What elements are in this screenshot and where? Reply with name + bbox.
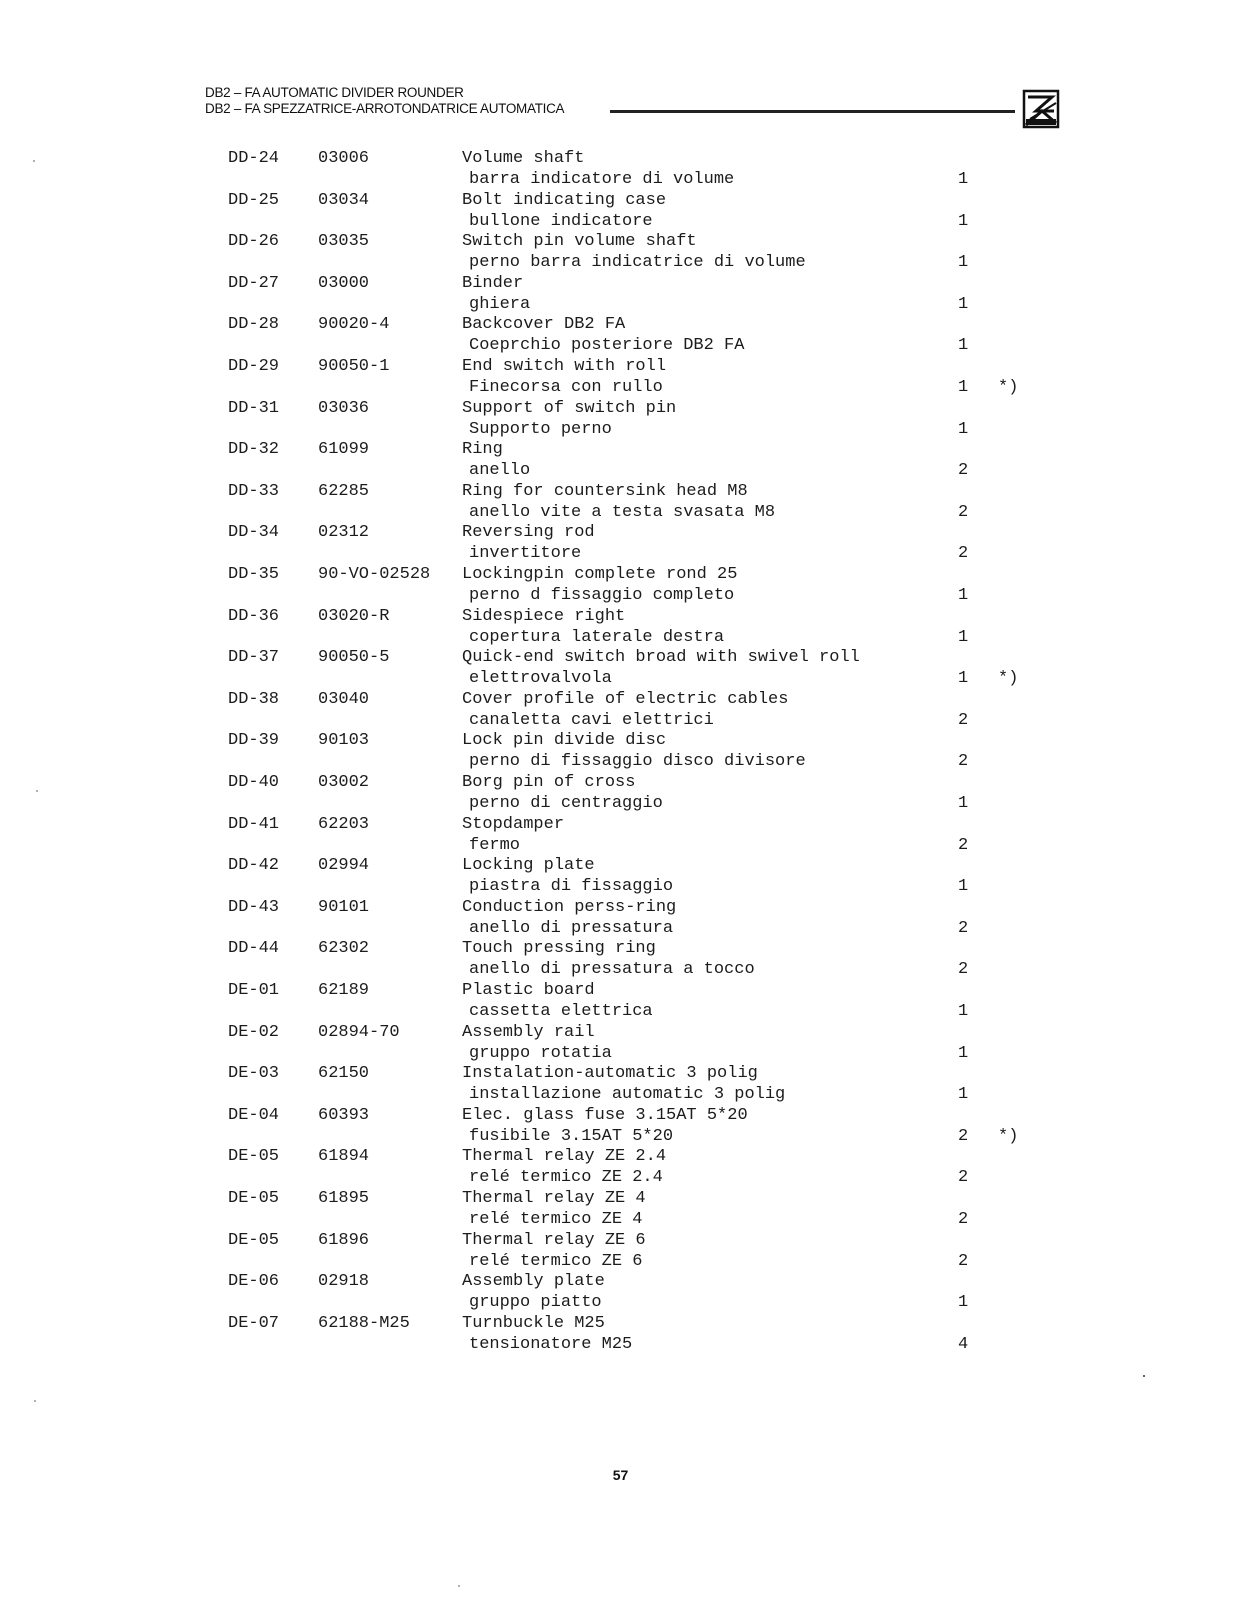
- parts-row: [0, 1313, 1241, 1355]
- part-code: DD-37: [228, 648, 280, 668]
- quantity: 1: [958, 586, 969, 605]
- quantity: 2: [958, 544, 969, 564]
- part-number: 03036: [318, 398, 370, 418]
- part-number: 03000: [318, 273, 370, 293]
- description-it: perno d fissaggio completo: [469, 586, 735, 605]
- description-en: Plastic board: [462, 981, 595, 1000]
- part-number: 90103: [318, 731, 370, 751]
- parts-row: [0, 481, 1241, 523]
- quantity: 1: [958, 1293, 969, 1313]
- parts-row: [0, 439, 1241, 481]
- description-en: Thermal relay ZE 2.4: [462, 1147, 667, 1167]
- part-number: 61896: [318, 1230, 370, 1250]
- description-en: Ring: [462, 440, 503, 460]
- part-number: 90020-4: [318, 315, 390, 335]
- description-it: relé termico ZE 2.4: [469, 1168, 663, 1188]
- description-it: barra indicatore di volume: [469, 170, 735, 189]
- quantity: 1: [958, 378, 969, 397]
- description-en: Volume shaft: [462, 149, 585, 168]
- description-en: End switch with roll: [462, 357, 667, 376]
- parts-row: [0, 1146, 1241, 1188]
- part-number: 90-VO-02528: [318, 565, 431, 584]
- quantity: 1: [958, 1085, 969, 1105]
- part-code: DD-25: [228, 190, 280, 210]
- description-it: anello: [469, 461, 531, 481]
- part-number: 02918: [318, 1272, 370, 1292]
- part-number: 03040: [318, 689, 370, 709]
- description-en: Touch pressing ring: [462, 939, 656, 959]
- description-en: Support of switch pin: [462, 398, 677, 418]
- part-code: DE-05: [228, 1189, 280, 1208]
- part-code: DD-42: [228, 856, 280, 876]
- description-en: Cover profile of electric cables: [462, 689, 789, 709]
- description-en: Thermal relay ZE 6: [462, 1230, 646, 1250]
- description-en: Quick-end switch broad with swivel roll: [462, 648, 860, 668]
- part-number: 03035: [318, 232, 370, 252]
- parts-row: [0, 190, 1241, 232]
- description-en: Bolt indicating case: [462, 190, 667, 210]
- part-code: DE-04: [228, 1105, 280, 1125]
- part-code: DD-32: [228, 440, 280, 460]
- description-it: gruppo piatto: [469, 1293, 602, 1313]
- quantity: 1: [958, 1043, 969, 1063]
- part-code: DD-26: [228, 232, 280, 252]
- parts-row: [0, 1230, 1241, 1272]
- part-code: DE-05: [228, 1230, 280, 1250]
- parts-row: [0, 314, 1241, 356]
- note-marker: *): [998, 378, 1019, 397]
- description-it: ghiera: [469, 294, 531, 314]
- quantity: 1: [958, 1002, 969, 1021]
- parts-row: [0, 273, 1241, 315]
- quantity: 1: [958, 336, 969, 356]
- parts-row: [0, 1271, 1241, 1313]
- note-marker: *): [998, 669, 1019, 689]
- part-code: DD-31: [228, 398, 280, 418]
- parts-row: [0, 855, 1241, 897]
- description-it: perno di fissaggio disco divisore: [469, 752, 806, 772]
- part-code: DE-01: [228, 981, 280, 1000]
- parts-row: [0, 772, 1241, 814]
- part-code: DD-38: [228, 689, 280, 709]
- quantity: 1: [958, 669, 969, 689]
- description-en: Locking plate: [462, 856, 595, 876]
- quantity: 1: [958, 211, 969, 231]
- quantity: 1: [958, 877, 969, 897]
- part-number: 02312: [318, 523, 370, 543]
- description-en: Instalation-automatic 3 polig: [462, 1064, 758, 1084]
- description-en: Binder: [462, 273, 524, 293]
- quantity: 2: [958, 960, 969, 980]
- description-it: fermo: [469, 835, 521, 855]
- parts-row: [0, 398, 1241, 440]
- description-it: cassetta elettrica: [469, 1002, 653, 1021]
- parts-row: [0, 647, 1241, 689]
- description-en: Stopdamper: [462, 814, 565, 834]
- header-title-it: DB2 – FA SPEZZATRICE-ARROTONDATRICE AUTOMATICA: [205, 101, 565, 116]
- quantity: 2: [958, 502, 969, 522]
- part-number: 90050-5: [318, 648, 390, 668]
- description-it: Finecorsa con rullo: [469, 378, 663, 397]
- part-number: 62150: [318, 1064, 370, 1084]
- part-code: DD-41: [228, 814, 280, 834]
- part-number: 61894: [318, 1147, 370, 1167]
- description-en: Reversing rod: [462, 523, 595, 543]
- brand-logo-icon: [1022, 89, 1060, 129]
- description-en: Thermal relay ZE 4: [462, 1189, 646, 1208]
- description-it: perno di centraggio: [469, 794, 663, 813]
- quantity: 2: [958, 835, 969, 855]
- description-en: Assembly rail: [462, 1022, 595, 1042]
- description-it: anello vite a testa svasata M8: [469, 502, 776, 522]
- description-en: Borg pin of cross: [462, 773, 636, 792]
- description-en: Lock pin divide disc: [462, 731, 667, 751]
- part-code: DD-24: [228, 149, 280, 168]
- description-en: Conduction perss-ring: [462, 897, 677, 917]
- quantity: 4: [958, 1334, 969, 1354]
- description-en: Backcover DB2 FA: [462, 315, 626, 335]
- part-number: 62203: [318, 814, 370, 834]
- description-it: relé termico ZE 6: [469, 1251, 643, 1271]
- quantity: 1: [958, 627, 969, 647]
- part-code: DD-27: [228, 273, 280, 293]
- part-number: 62302: [318, 939, 370, 959]
- parts-row: [0, 148, 1241, 190]
- parts-row: [0, 730, 1241, 772]
- part-number: 62285: [318, 481, 370, 501]
- parts-row: [0, 1105, 1241, 1147]
- description-en: Sidespiece right: [462, 606, 626, 626]
- description-it: invertitore: [469, 544, 582, 564]
- quantity: 2: [958, 461, 969, 481]
- quantity: 1: [958, 794, 969, 813]
- part-code: DD-28: [228, 315, 280, 335]
- part-number: 62188-M25: [318, 1313, 410, 1333]
- page-header: [205, 85, 564, 117]
- part-code: DE-02: [228, 1022, 280, 1042]
- description-en: Assembly plate: [462, 1272, 605, 1292]
- description-it: perno barra indicatrice di volume: [469, 253, 806, 273]
- quantity: 2: [958, 1168, 969, 1188]
- parts-row: [0, 897, 1241, 939]
- description-en: Elec. glass fuse 3.15AT 5*20: [462, 1105, 748, 1125]
- description-it: fusibile 3.15AT 5*20: [469, 1126, 674, 1146]
- parts-row: [0, 938, 1241, 980]
- part-code: DE-07: [228, 1313, 280, 1333]
- parts-row: [0, 356, 1241, 398]
- quantity: 2: [958, 752, 969, 772]
- parts-row: [0, 522, 1241, 564]
- part-code: DD-33: [228, 481, 280, 501]
- description-en: Ring for countersink head M8: [462, 481, 748, 501]
- header-title-en: DB2 – FA AUTOMATIC DIVIDER ROUNDER: [205, 85, 464, 100]
- header-rule: [610, 110, 1015, 113]
- page-number: 57: [612, 1467, 629, 1483]
- description-it: anello di pressatura a tocco: [469, 960, 755, 980]
- part-code: DE-06: [228, 1272, 280, 1292]
- part-number: 03006: [318, 149, 370, 168]
- parts-row: [0, 980, 1241, 1022]
- parts-row: [0, 1022, 1241, 1064]
- part-number: 62189: [318, 981, 370, 1000]
- description-it: installazione automatic 3 polig: [469, 1085, 786, 1105]
- description-it: tensionatore M25: [469, 1334, 633, 1354]
- description-en: Switch pin volume shaft: [462, 232, 697, 252]
- quantity: 2: [958, 710, 969, 730]
- part-number: 02894-70: [318, 1022, 400, 1042]
- part-code: DE-03: [228, 1064, 280, 1084]
- part-code: DD-40: [228, 773, 280, 792]
- description-it: anello di pressatura: [469, 918, 674, 938]
- parts-row: [0, 564, 1241, 606]
- part-code: DD-36: [228, 606, 280, 626]
- description-it: Supporto perno: [469, 419, 612, 439]
- part-number: 60393: [318, 1105, 370, 1125]
- quantity: 1: [958, 419, 969, 439]
- quantity: 2: [958, 1251, 969, 1271]
- description-it: gruppo rotatia: [469, 1043, 612, 1063]
- parts-row: [0, 814, 1241, 856]
- description-it: piastra di fissaggio: [469, 877, 674, 897]
- quantity: 2: [958, 1126, 969, 1146]
- part-number: 90101: [318, 897, 370, 917]
- description-it: copertura laterale destra: [469, 627, 725, 647]
- description-it: elettrovalvola: [469, 669, 612, 689]
- part-code: DD-43: [228, 897, 280, 917]
- part-code: DD-29: [228, 357, 280, 376]
- part-number: 61895: [318, 1189, 370, 1208]
- part-code: DD-39: [228, 731, 280, 751]
- quantity: 1: [958, 294, 969, 314]
- part-number: 03002: [318, 773, 370, 792]
- description-en: Lockingpin complete rond 25: [462, 565, 738, 584]
- quantity: 1: [958, 170, 969, 189]
- part-number: 03020-R: [318, 606, 390, 626]
- part-number: 90050-1: [318, 357, 390, 376]
- part-code: DD-34: [228, 523, 280, 543]
- description-it: bullone indicatore: [469, 211, 653, 231]
- part-code: DD-44: [228, 939, 280, 959]
- description-it: Coeprchio posteriore DB2 FA: [469, 336, 745, 356]
- part-code: DE-05: [228, 1147, 280, 1167]
- description-it: relé termico ZE 4: [469, 1210, 643, 1229]
- parts-row: [0, 689, 1241, 731]
- part-code: DD-35: [228, 565, 280, 584]
- part-number: 61099: [318, 440, 370, 460]
- part-number: 03034: [318, 190, 370, 210]
- parts-row: [0, 231, 1241, 273]
- description-en: Turnbuckle M25: [462, 1313, 605, 1333]
- parts-row: [0, 1063, 1241, 1105]
- parts-row: [0, 606, 1241, 648]
- quantity: 2: [958, 1210, 969, 1229]
- quantity: 1: [958, 253, 969, 273]
- quantity: 2: [958, 918, 969, 938]
- description-it: canaletta cavi elettrici: [469, 710, 714, 730]
- parts-row: [0, 1188, 1241, 1230]
- part-number: 02994: [318, 856, 370, 876]
- note-marker: *): [998, 1126, 1019, 1146]
